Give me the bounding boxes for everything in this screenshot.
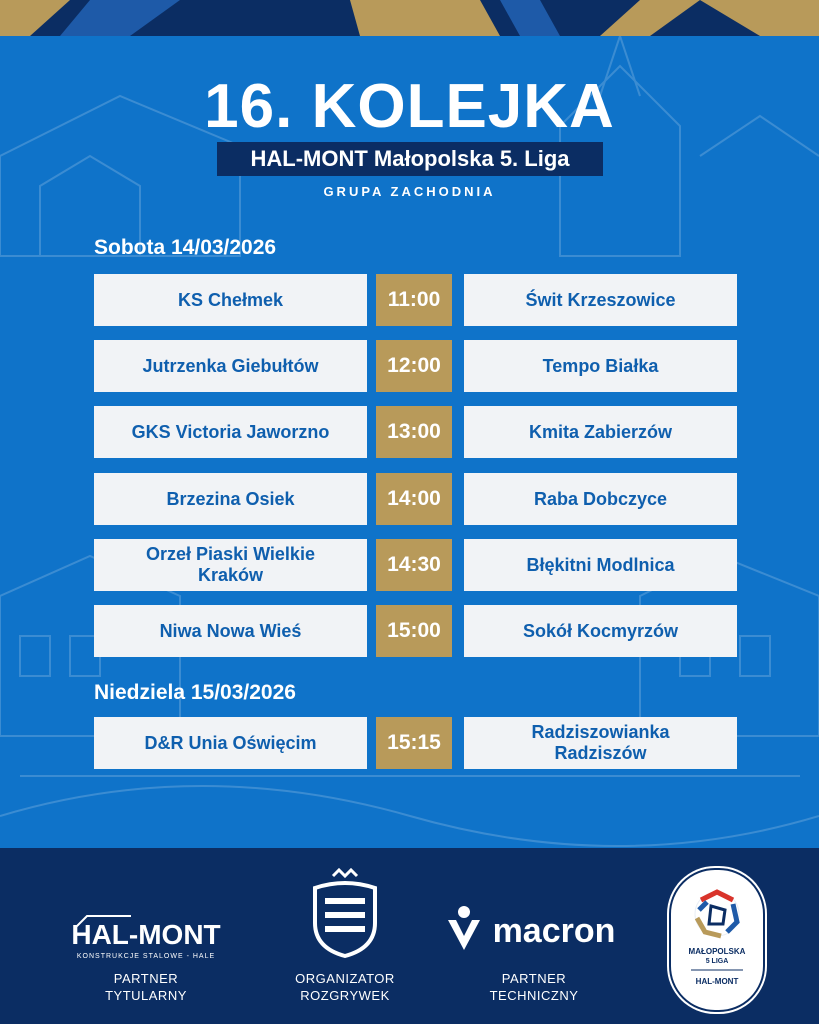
away-team: Radziszowianka Radziszów bbox=[464, 717, 737, 769]
home-team: Niwa Nowa Wieś bbox=[94, 605, 367, 657]
match-row bbox=[94, 539, 737, 591]
partner-label: ORGANIZATOR ROZGRYWEK bbox=[295, 971, 395, 1003]
league-badge bbox=[669, 868, 765, 1012]
day-label-sunday: Niedziela 15/03/2026 bbox=[94, 681, 296, 704]
home-team: Jutrzenka Giebułtów bbox=[94, 340, 367, 392]
match-row bbox=[94, 605, 737, 657]
match-row bbox=[94, 274, 737, 326]
partner-label: PARTNER TECHNICZNY bbox=[489, 971, 579, 1003]
match-row bbox=[94, 406, 737, 458]
away-team: Tempo Białka bbox=[464, 340, 737, 392]
match-row bbox=[94, 717, 737, 769]
halmont-logo-text: HAL-MONT bbox=[71, 919, 221, 950]
badge-sponsor: HAL-MONT bbox=[695, 977, 739, 986]
away-team: Raba Dobczyce bbox=[464, 473, 737, 525]
day-label-saturday: Sobota 14/03/2026 bbox=[94, 236, 277, 259]
round-title: 16. KOLEJKA bbox=[204, 72, 615, 141]
kickoff-time: 13:00 bbox=[376, 406, 452, 458]
away-team: Sokół Kocmyrzów bbox=[464, 605, 737, 657]
mzpn-crest-icon bbox=[305, 868, 385, 958]
kickoff-time: 11:00 bbox=[376, 274, 452, 326]
home-team: D&R Unia Oświęcim bbox=[94, 717, 367, 769]
match-row bbox=[94, 340, 737, 392]
home-team: GKS Victoria Jaworzno bbox=[94, 406, 367, 458]
badge-line2: 5 LIGA bbox=[705, 958, 729, 965]
match-row bbox=[94, 473, 737, 525]
kickoff-time: 15:15 bbox=[376, 717, 452, 769]
away-team: Błękitni Modlnica bbox=[464, 539, 737, 591]
badge-line1: MAŁOPOLSKA bbox=[688, 947, 746, 956]
home-team: KS Chełmek bbox=[94, 274, 367, 326]
kickoff-time: 15:00 bbox=[376, 605, 452, 657]
partner-label: PARTNER TYTULARNY bbox=[105, 971, 187, 1003]
halmont-logo-icon bbox=[71, 908, 221, 968]
away-team: Kmita Zabierzów bbox=[464, 406, 737, 458]
league-badge-icon bbox=[671, 870, 763, 1010]
kickoff-time: 14:00 bbox=[376, 473, 452, 525]
league-name: HAL-MONT Małopolska 5. Liga bbox=[217, 142, 603, 176]
group-name: GRUPA ZACHODNIA bbox=[323, 184, 496, 199]
macron-logo-icon bbox=[444, 900, 624, 960]
home-team: Orzeł Piaski Wielkie Kraków bbox=[94, 539, 367, 591]
halmont-logo-subtext: KONSTRUKCJE STALOWE - HALE bbox=[76, 953, 216, 960]
away-team: Świt Krzeszowice bbox=[464, 274, 737, 326]
home-team: Brzezina Osiek bbox=[94, 473, 367, 525]
kickoff-time: 14:30 bbox=[376, 539, 452, 591]
kickoff-time: 12:00 bbox=[376, 340, 452, 392]
macron-logo-text: macron bbox=[492, 912, 616, 950]
top-decorative-band bbox=[0, 0, 819, 36]
